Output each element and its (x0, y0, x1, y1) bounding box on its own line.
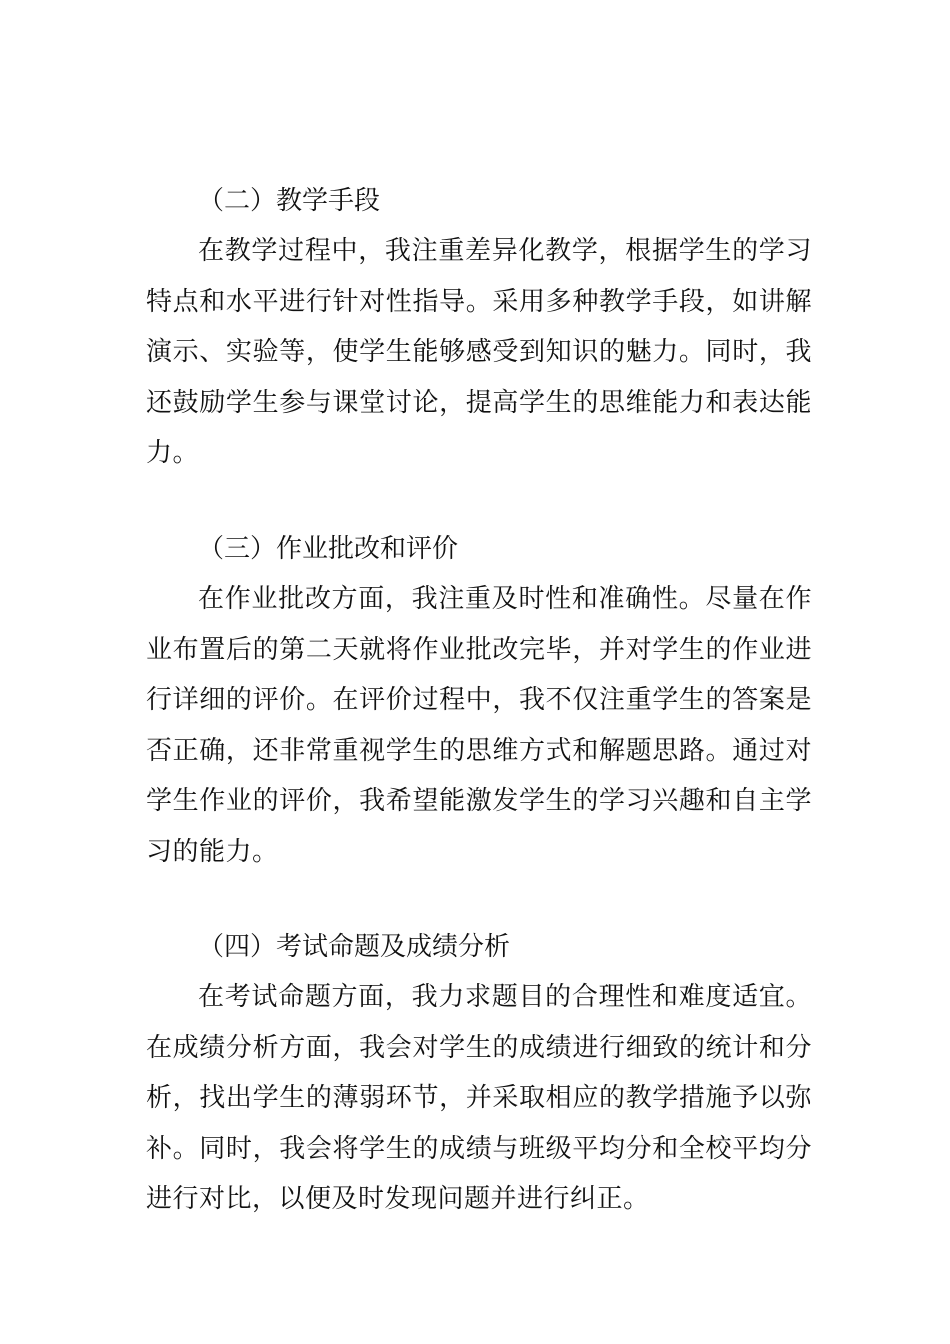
section-teaching-methods (146, 176, 812, 479)
section-homework-grading (146, 524, 812, 877)
section-exam-analysis (146, 922, 812, 1225)
section-paragraph: 在考试命题方面，我力求题目的合理性和难度适宜。在成绩分析方面，我会对学生的成绩进行细致的统计和分析，找出学生的薄弱环节，并采取相应的教学措施予以弥补。同时，我会将学生的成绩与班级平均分和全校平均分进行对比，以便及时发现问题并进行纠正。 (146, 982, 812, 1214)
section-paragraph: 在教学过程中，我注重差异化教学，根据学生的学习特点和水平进行针对性指导。采用多种教学手段，如讲解演示、实验等，使学生能够感受到知识的魅力。同时，我还鼓励学生参与课堂讨论，提高学生的思维能力和表达能力。 (146, 236, 812, 468)
section-paragraph: 在作业批改方面，我注重及时性和准确性。尽量在作业布置后的第二天就将作业批改完毕，并对学生的作业进行详细的评价。在评价过程中，我不仅注重学生的答案是否正确，还非常重视学生的思维方式和解题思路。通过对学生作业的评价，我希望能激发学生的学习兴趣和自主学习的能力。 (146, 584, 812, 867)
section-heading: （三）作业批改和评价 (198, 534, 459, 564)
section-heading: （四）考试命题及成绩分析 (198, 932, 511, 962)
section-heading: （二）教学手段 (198, 186, 381, 216)
